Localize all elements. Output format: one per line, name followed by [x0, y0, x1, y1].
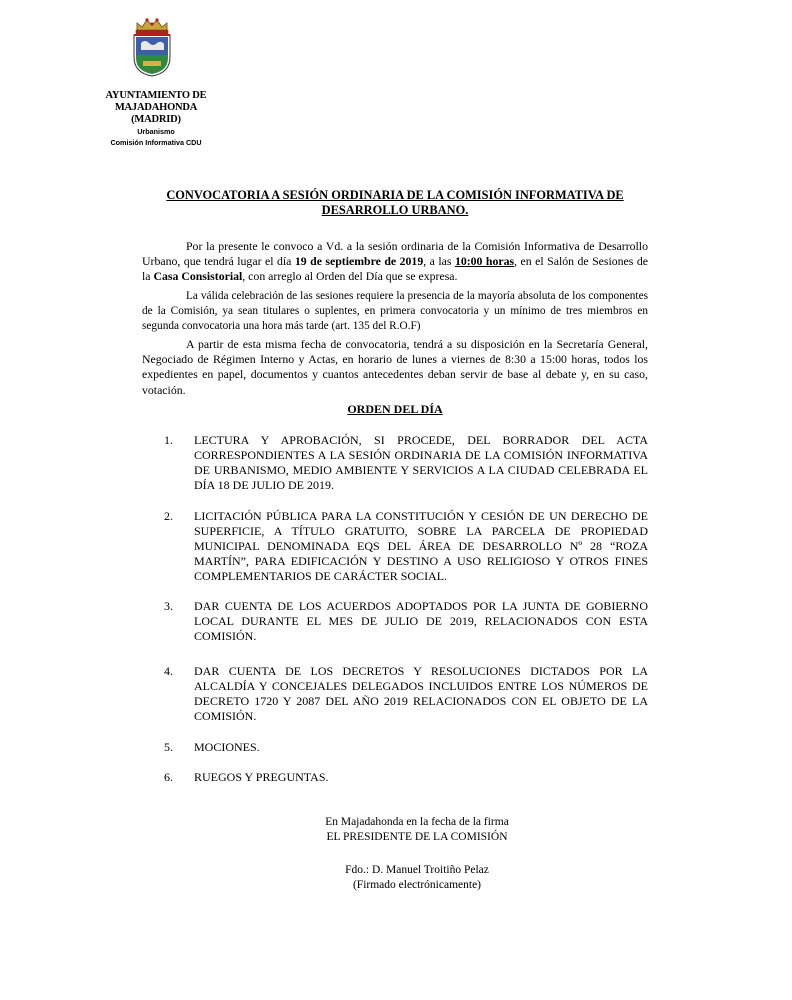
text-segment: Por la presente le convoco a Vd. a la sesión ordinaria de la Comisión Informativa de Desarrollo Urbano, que tendrá lugar el día	[142, 239, 648, 269]
agenda-item	[142, 664, 648, 724]
agenda-item-text: DAR CUENTA DE LOS DECRETOS Y RESOLUCIONES DICTADOS POR LA ALCALDÍA Y CONCEJALES DELEGADOS INCLUIDOS ENTRE LOS NÚMEROS DE DECRETO 1720 Y 2087 DEL AÑO 2019 RELACIONADOS CON EL OBJETO DE LA COMISIÓN.	[194, 664, 648, 723]
agenda-item-text: MOCIONES.	[194, 740, 260, 754]
agenda-title: ORDEN DEL DÍA	[347, 402, 443, 416]
quorum-paragraph	[142, 289, 648, 335]
department-label: Urbanismo	[137, 127, 175, 136]
org-line: (MADRID)	[131, 114, 181, 125]
agenda-item-number: 3.	[164, 599, 173, 613]
agenda-item	[142, 433, 648, 493]
convocation-paragraph	[142, 239, 648, 285]
agenda-item-text: LECTURA Y APROBACIÓN, SI PROCEDE, DEL BORRADOR DEL ACTA CORRESPONDIENTES A LA SESIÓN ORDINARIA DE LA COMISIÓN INFORMATIVA DE URBANISMO, MEDIO AMBIENTE Y SERVICIOS A LA CIUDAD CELEBRADA EL DÍA 18 DE JULIO DE 2019.	[194, 433, 648, 492]
coat-of-arms-icon	[131, 17, 173, 77]
organization-block	[96, 90, 216, 148]
session-date: 19 de septiembre de 2019	[294, 254, 424, 269]
quorum-text: La válida celebración de las sesiones requiere la presencia de la mayoría absoluta de los componentes de la Comisión, ya sean titulares o suplentes, en primera convocatoria y un mínimo de tres miembros en segunda convocatoria una hora más tarde (art. 135 del R.O.F)	[142, 290, 648, 333]
session-place: Casa Consistorial	[153, 269, 243, 284]
agenda-item	[142, 599, 648, 644]
text-segment: , en el Salón de Sesiones de la	[142, 254, 648, 284]
agenda-item	[142, 509, 648, 584]
title-line: CONVOCATORIA A SESIÓN ORDINARIA DE LA COMISIÓN INFORMATIVA DE	[166, 188, 624, 202]
agenda-item-number: 1.	[164, 433, 173, 447]
agenda-item-number: 2.	[164, 509, 173, 523]
agenda-item-text: DAR CUENTA DE LOS ACUERDOS ADOPTADOS POR LA JUNTA DE GOBIERNO LOCAL DURANTE EL MES DE JULIO DE 2019, RELACIONADOS CON ESTA COMISIÓN.	[194, 599, 648, 643]
agenda-item-number: 5.	[164, 740, 173, 754]
text-segment: , con arreglo al Orden del Día que se expresa.	[242, 269, 458, 284]
title-line: DESARROLLO URBANO.	[321, 203, 469, 217]
committee-label: Comisión Informativa CDU	[110, 138, 202, 147]
document-title	[140, 188, 650, 218]
agenda-item	[142, 770, 648, 785]
documents-text: A partir de esta misma fecha de convocatoria, tendrá a su disposición en la Secretaría General, Negociado de Régimen Interno y Actas, en horario de lunes a viernes de 8:30 a 15:00 horas, todos los expedientes en papel, documentos y cuantos antecedentes deban servir de base al debate y, en su caso, votación.	[142, 337, 648, 397]
signature-name: Fdo.: D. Manuel Troitiño Pelaz	[345, 864, 489, 876]
text-segment: , a las	[423, 254, 455, 269]
signature-place-date: En Majadahonda en la fecha de la firma	[325, 816, 509, 828]
agenda-item-number: 6.	[164, 770, 173, 784]
agenda-item	[142, 740, 648, 755]
agenda-item-text: RUEGOS Y PREGUNTAS.	[194, 770, 329, 784]
org-line: AYUNTAMIENTO DE	[105, 90, 207, 101]
signature-role: EL PRESIDENTE DE LA COMISIÓN	[326, 831, 508, 843]
agenda-item-number: 4.	[164, 664, 173, 678]
org-line: MAJADAHONDA	[114, 102, 198, 113]
signature-note: (Firmado electrónicamente)	[352, 879, 482, 891]
session-time: 10:00 horas	[454, 254, 515, 269]
agenda-item-text: LICITACIÓN PÚBLICA PARA LA CONSTITUCIÓN Y CESIÓN DE UN DERECHO DE SUPERFICIE, A TÍTULO GRATUITO, SOBRE LA PARCELA DE PROPIEDAD MUNICIPAL DENOMINADA EQS DEL ÁREA DE DESARROLLO Nº 28 “ROZA MARTÍN”, PARA EDIFICACIÓN Y DESTINO A USO RELIGIOSO Y OTROS FINES COMPLEMENTARIOS DE CARÁCTER SOCIAL.	[194, 509, 648, 583]
documents-paragraph	[142, 337, 648, 398]
